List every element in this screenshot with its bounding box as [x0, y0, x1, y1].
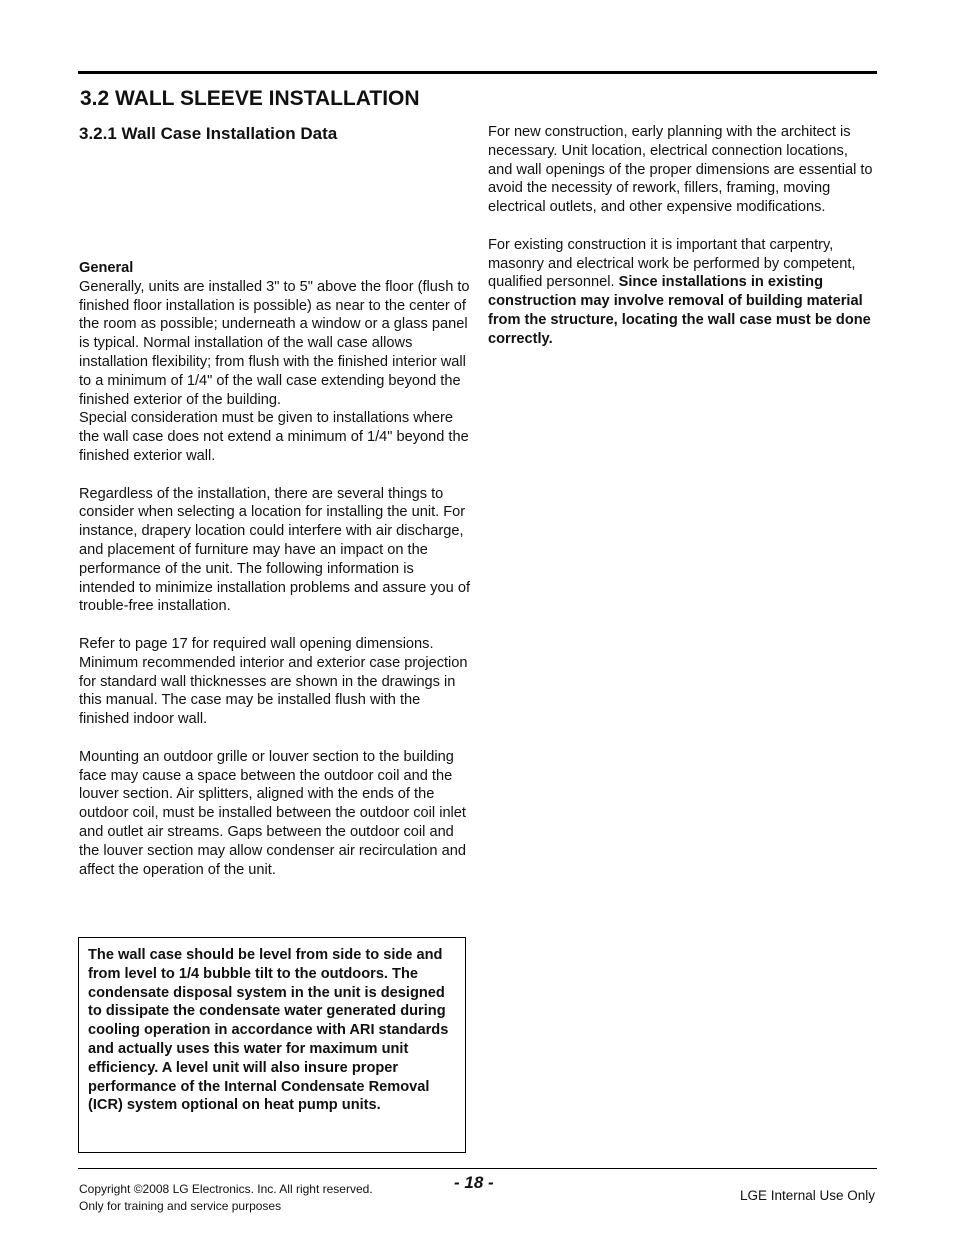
section-title: 3.2 WALL SLEEVE INSTALLATION	[80, 87, 420, 110]
paragraph-general-1: Generally, units are installed 3" to 5" above the floor (flush to finished floor installation is possible) as near to the center of the room as possible; underneath a window or a glass panel is typical. Normal installation of the wall case allows installation flexibility; from flush with the finished interior wall to a minimum of 1/4" of the wall case extending beyond the finished exterior of the building.	[79, 278, 470, 408]
copyright-notice	[79, 1181, 373, 1215]
paragraph-general-2: Special consideration must be given to installations where the wall case does not extend a minimum of 1/4" beyond the finished exterior wall.	[79, 410, 469, 464]
level-notice-text: The wall case should be level from side to side and from level to 1/4 bubble tilt to the outdoors. The condensate disposal system in the unit is designed to dissipate the condensate water generated during cooling operation in accordance with ARI standards and actually uses this water for maximum unit efficiency. A level unit will also insure proper performance of the Internal Condensate Removal (ICR) system optional on heat pump units.	[88, 947, 449, 1114]
general-heading: General	[79, 260, 134, 276]
level-notice-box	[78, 937, 466, 1153]
left-column	[79, 259, 471, 898]
existing-construction-warning: Since installations in existing construction may involve removal of building material from the structure, locating the wall case must be done correctly.	[488, 274, 871, 347]
paragraph-louver: Mounting an outdoor grille or louver section to the building face may cause a space between the outdoor coil and the louver section. Air splitters, aligned with the ends of the outdoor coil, must be installed between the outdoor coil inlet and outlet air streams. Gaps between the outdoor coil and the louver section may allow condenser air recirculation and affect the operation of the unit.	[79, 748, 466, 878]
top-rule	[78, 71, 877, 74]
sub-section-title: 3.2.1 Wall Case Installation Data	[79, 124, 338, 143]
internal-use-label: LGE Internal Use Only	[739, 1188, 875, 1203]
paragraph-wall-opening: Refer to page 17 for required wall opening dimensions. Minimum recommended interior and exterior case projection for standard wall thicknesses are shown in the drawings in this manual. The case may be installed flush with the finished indoor wall.	[79, 635, 468, 728]
page-number: - 18 -	[454, 1173, 494, 1192]
paragraph-location: Regardless of the installation, there are several things to consider when selecting a location for installing the unit. For instance, drapery location could interfere with air discharge, and placement of furniture may have an impact on the performance of the unit. The following information is intended to minimize installation problems and assure you of trouble-free installation.	[79, 485, 471, 615]
copyright-line-1: Copyright ©2008 LG Electronics. Inc. All right reserved.	[79, 1182, 373, 1196]
paragraph-new-construction: For new construction, early planning with the architect is necessary. Unit location, electrical connection locations, and wall openings of the proper dimensions are essential to avoid the necessity of rework, fillers, framing, moving electrical outlets, and other expensive modifications.	[488, 124, 873, 216]
right-column	[488, 123, 874, 367]
existing-construction-text: For existing construction it is important that carpentry, masonry and electrical work be performed by competent, qualified personnel.	[488, 236, 856, 291]
paragraph-existing-construction	[488, 236, 874, 349]
copyright-line-2: Only for training and service purposes	[79, 1199, 282, 1213]
bottom-rule	[78, 1168, 877, 1169]
